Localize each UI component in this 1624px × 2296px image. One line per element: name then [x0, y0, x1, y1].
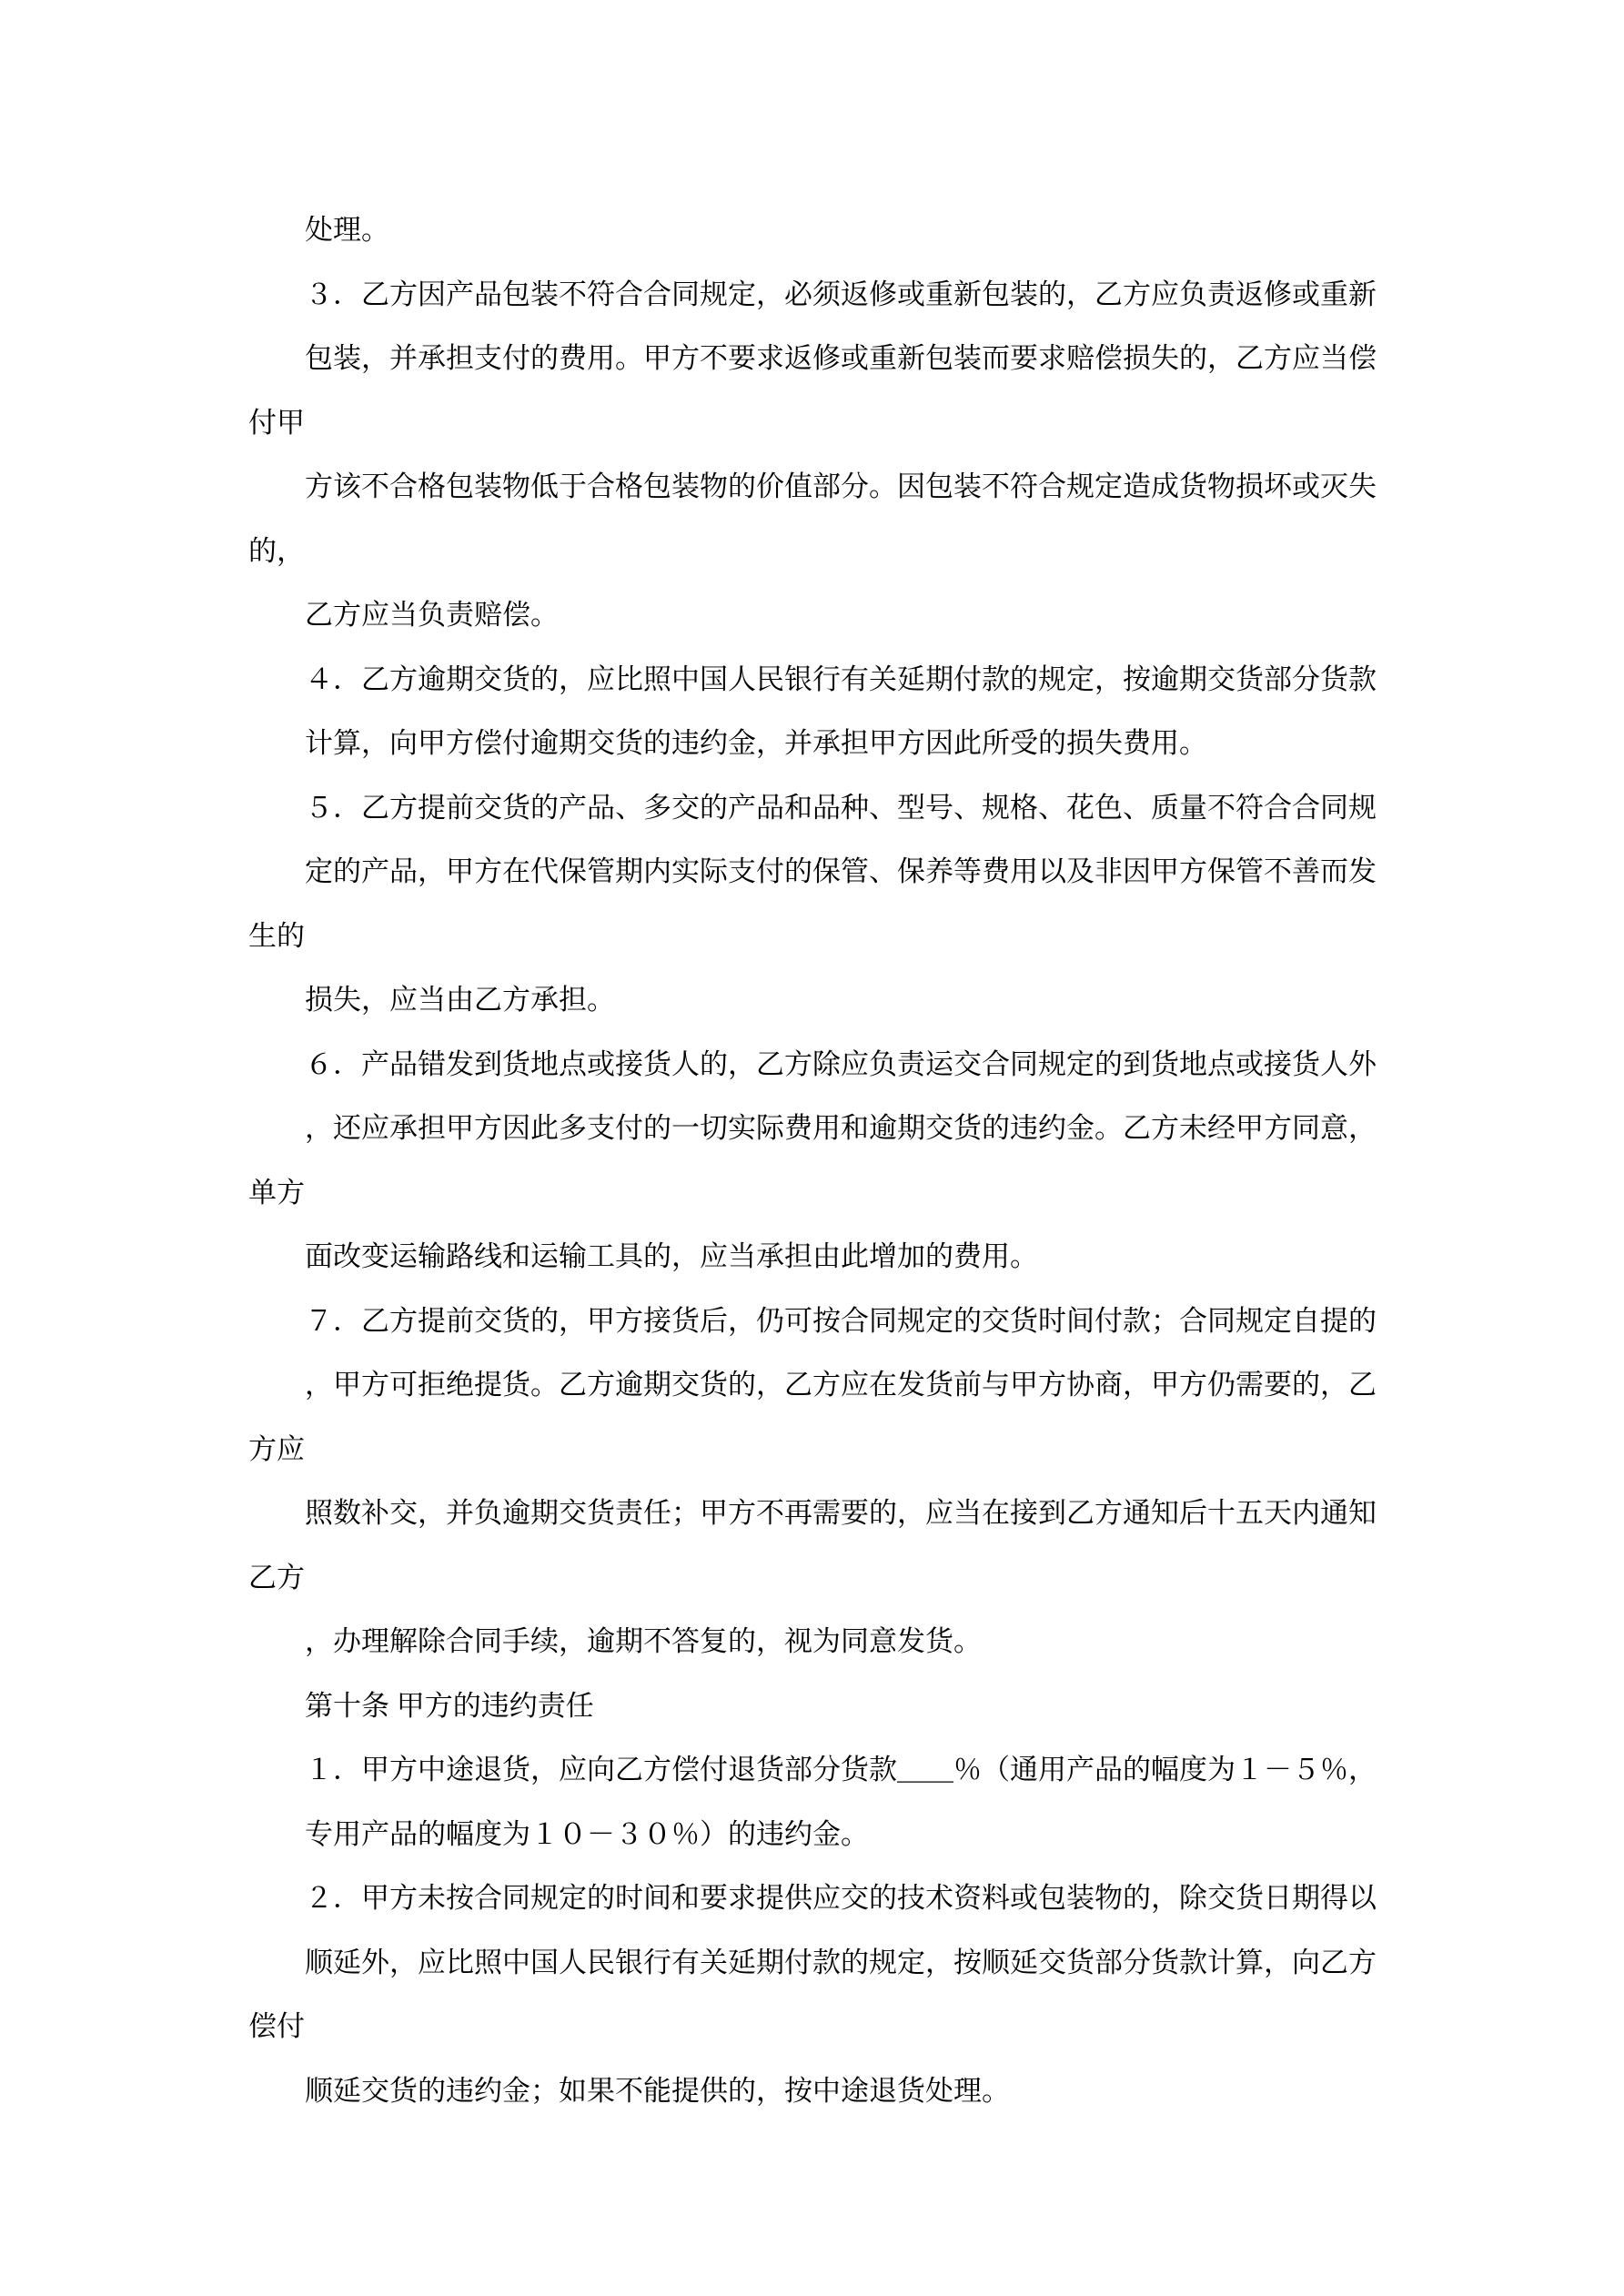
text-line: 面改变运输路线和运输工具的，应当承担由此增加的费用。 — [305, 1240, 1038, 1272]
text-line-clause-10-1: １．甲方中途退货，应向乙方偿付退货部分货款＿＿％（通用产品的幅度为１－５％， — [305, 1754, 1377, 1785]
article-10-heading: 第十条 甲方的违约责任 — [305, 1689, 594, 1722]
text-line: ，甲方可拒绝提货。乙方逾期交货的，乙方应在发货前与甲方协商，甲方仍需要的，乙 — [305, 1369, 1377, 1401]
text-line: 顺延交货的违约金；如果不能提供的，按中途退货处理。 — [305, 2074, 1010, 2107]
text-line: 照数补交，并负逾期交货责任；甲方不再需要的，应当在接到乙方通知后十五天内通知 — [305, 1497, 1377, 1529]
text-line: 方应 — [248, 1432, 305, 1465]
text-line: 乙方 — [248, 1561, 305, 1593]
text-line: 偿付 — [248, 2010, 305, 2042]
text-line: 生的 — [248, 919, 305, 952]
text-line-clause-9-5: ５．乙方提前交货的产品、多交的产品和品种、型号、规格、花色、质量不符合合同规 — [305, 791, 1377, 824]
text-line-clause-9-4: ４．乙方逾期交货的，应比照中国人民银行有关延期付款的规定，按逾期交货部分货款 — [305, 663, 1377, 695]
text-line-clause-9-6: ６．产品错发到货地点或接货人的，乙方除应负责运交合同规定的到货地点或接货人外 — [305, 1047, 1377, 1080]
text-line: 处理。 — [305, 214, 389, 246]
text-line-clause-9-7: ７．乙方提前交货的，甲方接货后，仍可按合同规定的交货时间付款；合同规定自提的 — [305, 1304, 1377, 1337]
text-line-clause-10-2: ２．甲方未按合同规定的时间和要求提供应交的技术资料或包装物的，除交货日期得以 — [305, 1882, 1377, 1914]
text-line: 的， — [248, 534, 305, 567]
text-line: 乙方应当负责赔偿。 — [305, 599, 559, 631]
text-line: 计算，向甲方偿付逾期交货的违约金，并承担甲方因此所受的损失费用。 — [305, 727, 1207, 759]
text-line: 付甲 — [248, 406, 305, 439]
text-line: 单方 — [248, 1176, 305, 1209]
text-line-clause-9-3: ３．乙方因产品包装不符合合同规定，必须返修或重新包装的，乙方应负责返修或重新 — [305, 278, 1377, 310]
text-line: 定的产品，甲方在代保管期内实际支付的保管、保养等费用以及非因甲方保管不善而发 — [305, 855, 1377, 887]
text-line: 顺延外，应比照中国人民银行有关延期付款的规定，按顺延交货部分货款计算，向乙方 — [305, 1946, 1377, 1978]
text-line: 包装，并承担支付的费用。甲方不要求返修或重新包装而要求赔偿损失的，乙方应当偿 — [305, 342, 1377, 374]
text-line: ，还应承担甲方因此多支付的一切实际费用和逾期交货的违约金。乙方未经甲方同意， — [305, 1112, 1377, 1144]
text-line: 损失，应当由乙方承担。 — [305, 984, 615, 1016]
text-line: 方该不合格包装物低于合格包装物的价值部分。因包装不符合规定造成货物损坏或灭失 — [305, 470, 1377, 502]
text-line: ，办理解除合同手续，逾期不答复的，视为同意发货。 — [305, 1625, 982, 1657]
text-line: 专用产品的幅度为１０－３０％）的违约金。 — [305, 1817, 869, 1850]
